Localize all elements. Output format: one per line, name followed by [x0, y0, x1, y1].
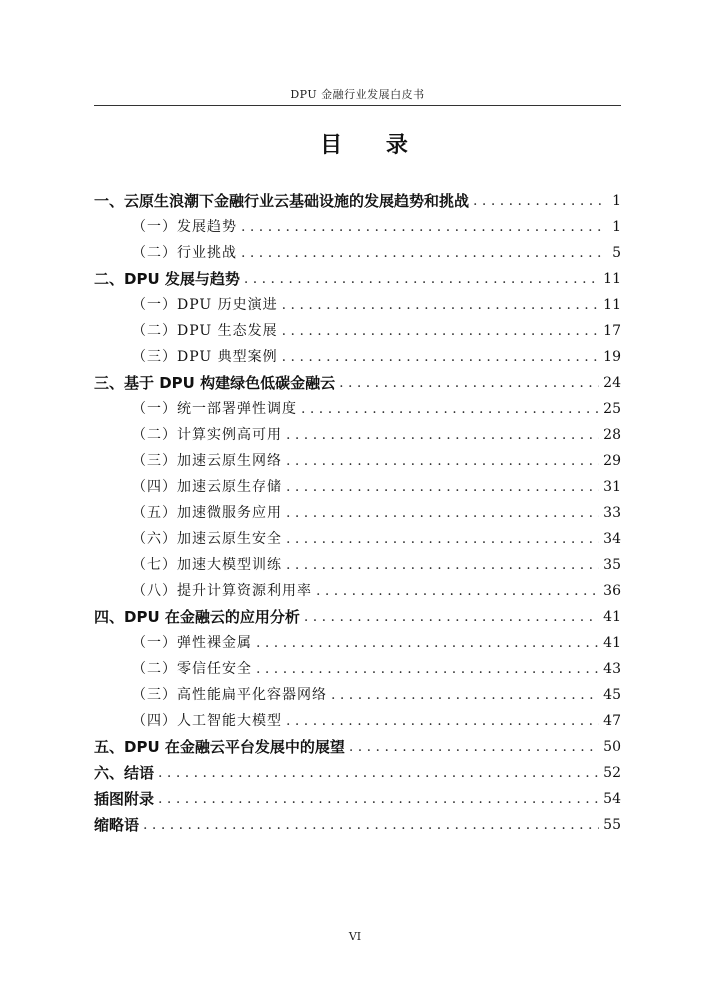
toc-entry-page-number: 45	[603, 687, 621, 703]
page-number: VI	[348, 930, 362, 943]
toc-subsection-entry[interactable]	[94, 656, 621, 682]
toc-entry-page-number: 36	[603, 583, 621, 599]
toc-dot-leader	[158, 786, 599, 812]
toc-dot-leader	[339, 370, 599, 396]
toc-entry-label: （三）高性能扁平化容器网络	[132, 687, 327, 703]
toc-entry-page-number: 1	[612, 219, 621, 235]
toc-entry-label: 六、结语	[94, 764, 155, 782]
running-header: DPU 金融行业发展白皮书	[290, 88, 425, 101]
toc-entry-page-number: 54	[603, 791, 621, 807]
toc-dot-leader	[286, 422, 599, 448]
toc-entry-page-number: 35	[603, 557, 621, 573]
toc-subsection-entry[interactable]	[94, 292, 621, 318]
toc-subsection-entry[interactable]	[94, 708, 621, 734]
toc-entry-page-number: 11	[603, 271, 621, 287]
toc-entry-page-number: 31	[603, 479, 621, 495]
toc-entry-label: （七）加速大模型训练	[132, 557, 282, 573]
toc-subsection-entry[interactable]	[94, 474, 621, 500]
toc-entry-page-number: 41	[603, 635, 621, 651]
toc-subsection-entry[interactable]	[94, 318, 621, 344]
toc-subsection-entry[interactable]	[94, 422, 621, 448]
toc-entry-label: （一）发展趋势	[132, 219, 237, 235]
toc-entry-page-number: 1	[612, 193, 621, 209]
toc-subsection-entry[interactable]	[94, 448, 621, 474]
toc-subsection-entry[interactable]	[94, 682, 621, 708]
toc-subsection-entry[interactable]	[94, 500, 621, 526]
toc-dot-leader	[282, 318, 600, 344]
toc-section-entry[interactable]	[94, 266, 621, 292]
toc-entry-label: （四）人工智能大模型	[132, 713, 282, 729]
toc-entry-page-number: 50	[603, 739, 621, 755]
toc-dot-leader	[286, 500, 599, 526]
toc-entry-label: 缩略语	[94, 816, 140, 834]
toc-entry-page-number: 28	[603, 427, 621, 443]
toc-entry-page-number: 29	[603, 453, 621, 469]
toc-entry-label: （二）计算实例高可用	[132, 427, 282, 443]
toc-section-entry[interactable]	[94, 370, 621, 396]
toc-dot-leader	[286, 474, 599, 500]
toc-subsection-entry[interactable]	[94, 578, 621, 604]
toc-entry-page-number: 5	[612, 245, 621, 261]
toc-dot-leader	[282, 344, 600, 370]
toc-dot-leader	[143, 812, 599, 838]
toc-subsection-entry[interactable]	[94, 552, 621, 578]
toc-entry-page-number: 33	[603, 505, 621, 521]
toc-entry-label: （二）DPU 生态发展	[132, 323, 278, 339]
toc-dot-leader	[473, 188, 603, 214]
toc-entry-page-number: 43	[603, 661, 621, 677]
toc-entry-page-number: 19	[603, 349, 621, 365]
toc-section-entry[interactable]	[94, 812, 621, 838]
toc-entry-label: 二、DPU 发展与趋势	[94, 270, 240, 288]
toc-dot-leader	[256, 630, 599, 656]
toc-entry-label: （二）行业挑战	[132, 245, 237, 261]
table-of-contents	[94, 188, 621, 838]
toc-dot-leader	[349, 734, 599, 760]
toc-section-entry[interactable]	[94, 604, 621, 630]
toc-subsection-entry[interactable]	[94, 630, 621, 656]
toc-subsection-entry[interactable]	[94, 240, 621, 266]
toc-subsection-entry[interactable]	[94, 526, 621, 552]
toc-dot-leader	[286, 448, 599, 474]
header-divider	[94, 105, 621, 106]
toc-entry-label: （一）弹性裸金属	[132, 635, 252, 651]
toc-entry-label: （一）统一部署弹性调度	[132, 401, 297, 417]
toc-dot-leader	[301, 396, 599, 422]
toc-section-entry[interactable]	[94, 760, 621, 786]
toc-section-entry[interactable]	[94, 188, 621, 214]
toc-dot-leader	[304, 604, 599, 630]
toc-dot-leader	[282, 292, 600, 318]
toc-entry-label: （六）加速云原生安全	[132, 531, 282, 547]
toc-entry-page-number: 11	[603, 297, 621, 313]
toc-dot-leader	[244, 266, 599, 292]
toc-entry-page-number: 24	[603, 375, 621, 391]
toc-entry-label: （五）加速微服务应用	[132, 505, 282, 521]
toc-entry-label: 一、云原生浪潮下金融行业云基础设施的发展趋势和挑战	[94, 192, 470, 210]
toc-entry-page-number: 34	[603, 531, 621, 547]
toc-dot-leader	[241, 240, 603, 266]
toc-dot-leader	[158, 760, 599, 786]
toc-subsection-entry[interactable]	[94, 396, 621, 422]
toc-entry-page-number: 41	[603, 609, 621, 625]
toc-entry-label: （三）DPU 典型案例	[132, 349, 278, 365]
toc-dot-leader	[286, 708, 599, 734]
toc-dot-leader	[286, 552, 599, 578]
toc-entry-page-number: 55	[603, 817, 621, 833]
toc-entry-label: （四）加速云原生存储	[132, 479, 282, 495]
toc-entry-label: 五、DPU 在金融云平台发展中的展望	[94, 738, 345, 756]
toc-subsection-entry[interactable]	[94, 214, 621, 240]
toc-dot-leader	[316, 578, 599, 604]
toc-entry-page-number: 25	[603, 401, 621, 417]
toc-dot-leader	[331, 682, 599, 708]
toc-entry-label: （二）零信任安全	[132, 661, 252, 677]
toc-entry-label: （三）加速云原生网络	[132, 453, 282, 469]
toc-section-entry[interactable]	[94, 734, 621, 760]
toc-entry-label: 四、DPU 在金融云的应用分析	[94, 608, 300, 626]
toc-dot-leader	[256, 656, 599, 682]
toc-entry-label: 三、基于 DPU 构建绿色低碳金融云	[94, 374, 336, 392]
toc-dot-leader	[286, 526, 599, 552]
page-title: 目 录	[320, 133, 426, 158]
toc-entry-page-number: 17	[603, 323, 621, 339]
toc-entry-page-number: 52	[603, 765, 621, 781]
toc-entry-label: 插图附录	[94, 790, 155, 808]
toc-entry-label: （八）提升计算资源利用率	[132, 583, 312, 599]
toc-subsection-entry[interactable]	[94, 344, 621, 370]
toc-entry-label: （一）DPU 历史演进	[132, 297, 278, 313]
toc-entry-page-number: 47	[603, 713, 621, 729]
toc-dot-leader	[241, 214, 603, 240]
toc-section-entry[interactable]	[94, 786, 621, 812]
